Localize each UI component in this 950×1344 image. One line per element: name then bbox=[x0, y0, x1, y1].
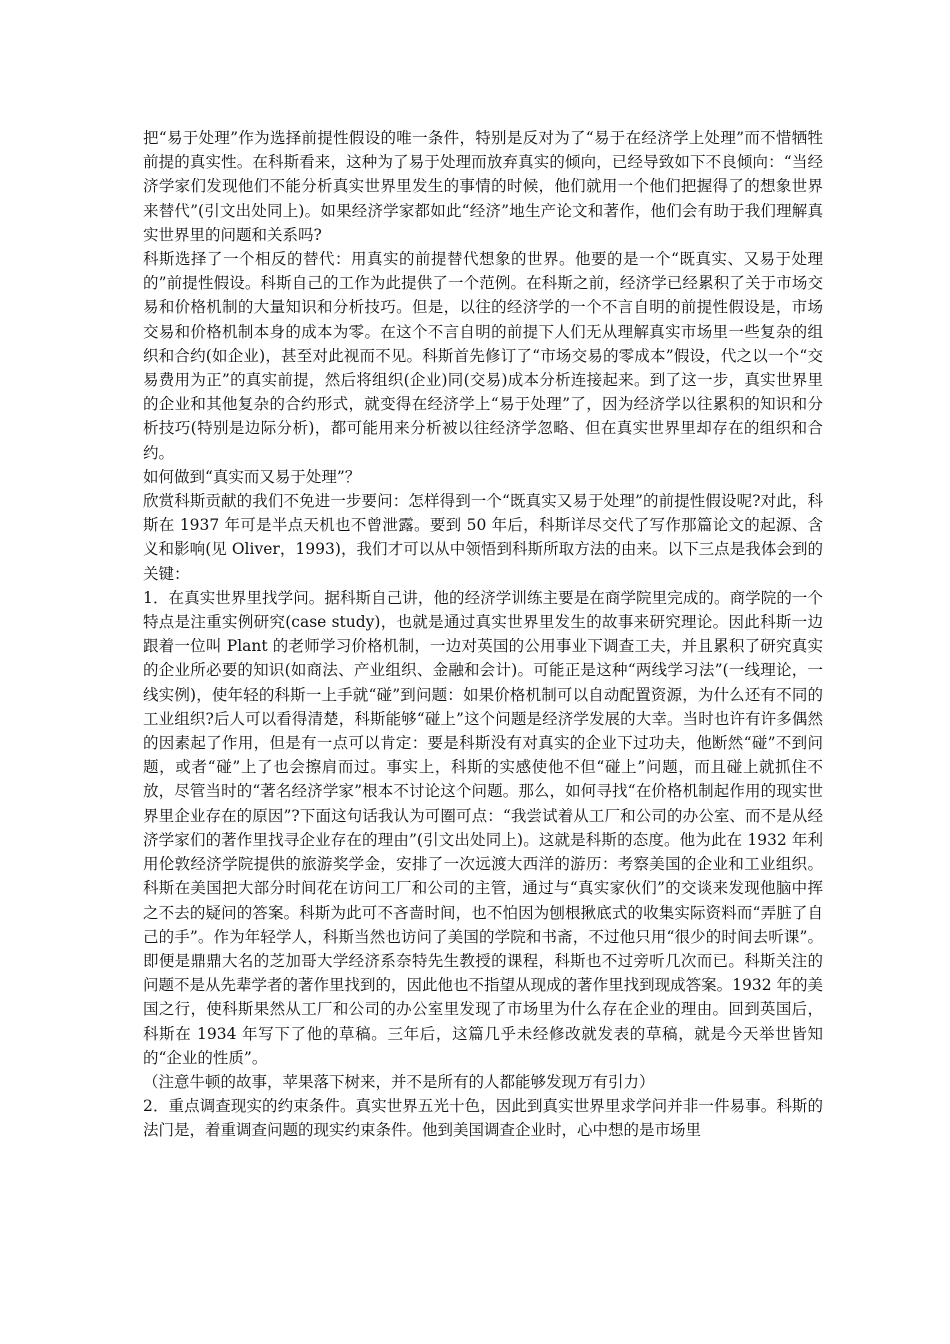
section-heading-real-and-tractable: 如何做到“真实而又易于处理”？ bbox=[143, 467, 361, 486]
paragraph-coase-alternative: 科斯选择了一个相反的替代：用真实的前提替代想象的世界。他要的是一个“既真实、又易于处理的”前提性假设。科斯自己的工作为此提供了一个范例。在科斯之前，经济学已经累积了关于市场交易和价格机制的大量知识和分析技巧。但是，以往的经济学的一个不言自明的前提性假设是，市场交易和价格机制本身的成本为零。在这个不言自明的前提下人们无从理解真实市场里一些复杂的组织和合约(如企业)，甚至对此视而不见。科斯首先修订了“市场交易的零成本”假设，代之以一个“交易费用为正”的真实前提，然后将组织(企业)同(交易)成本分析连接起来。到了这一步，真实世界里的企业和其他复杂的合约形式，就变得在经济学上“易于处理”了，因为经济学以往累积的知识和分析技巧(特别是边际分析)，都可能用来分析被以往经济学忽略、但在真实世界里却存在的组织和合约。 bbox=[143, 250, 823, 462]
paragraph-newton-note: （注意牛顿的故事，苹果落下树来，并不是所有的人都能够发现万有引力） bbox=[143, 1072, 655, 1091]
paragraph-point-2: 2．重点调查现实的约束条件。真实世界五光十色，因此到真实世界里求学问并非一件易事。科斯的法门是，着重调查问题的现实约束条件。他到美国调查企业时，心中想的是市场里 bbox=[143, 1097, 823, 1140]
paragraph-tractability: 把“易于处理”作为选择前提性假设的唯一条件，特别是反对为了“易于在经济学上处理”而不惜牺牲前提的真实性。在科斯看来，这种为了易于处理而放弃真实的倾向，已经导致如下不良倾向：“当经济学家们发现他们不能分析真实世界里发生的事情的时候，他们就用一个他们把握得了的想象世界来替代”(引文出处同上)。如果经济学家都如此“经济”地生产论文和著作，他们会有助于我们理解真实世界里的问题和关系吗? bbox=[143, 129, 823, 244]
paragraph-point-1: 1．在真实世界里找学问。据科斯自己讲，他的经济学训练主要是在商学院里完成的。商学院的一个特点是注重实例研究(case study)，也就是通过真实世界里发生的故事来研究理论。因此科斯一边跟着一位叫 Plant 的老师学习价格机制，一边对英国的公用事业下调查工夫，并且累积了研究真实的企业所必要的知识(如商法、产业组织、金融和会计)。可能正是这种“两线学习法”(一线理论，一线实例)，使年轻的科斯一上手就“碰”到问题：如果价格机制可以自动配置资源，为什么还有不同的工业组织?后人可以看得清楚，科斯能够“碰上”这个问题是经济学发展的大幸。当时也许有许多偶然的因素起了作用，但是有一点可以肯定：要是科斯没有对真实的企业下过功夫，他断然“碰”不到问题，或者“碰”上了也会擦肩而过。事实上，科斯的实感使他不但“碰上”问题，而且碰上就抓住不放，尽管当时的“著名经济学家”根本不讨论这个问题。那么，如何寻找“在价格机制起作用的现实世界里企业存在的原因”?下面这句话我认为可圈可点：“我尝试着从工厂和公司的办公室、而不是从经济学家们的著作里找寻企业存在的理由”(引文出处同上)。这就是科斯的态度。他为此在 1932 年利用伦敦经济学院提供的旅游奖学金，安排了一次远渡大西洋的游历：考察美国的企业和工业组织。科斯在美国把大部分时间花在访问工厂和公司的主管，通过与“真实家伙们”的交谈来发现他脑中挥之不去的疑问的答案。科斯为此可不吝啬时间，也不怕因为刨根揪底式的收集实际资料而“弄脏了自己的手”。作为年轻学人，科斯当然也访问了美国的学院和书斋，不过他只用“很少的时间去听课”。即便是鼎鼎大名的芝加哥大学经济系奈特先生教授的课程，科斯也不过旁听几次而已。科斯关注的问题不是从先辈学者的著作里找到的，因此他也不指望从现成的著作里找到现成答案。1932 年的美国之行，使科斯果然从工厂和公司的办公室里发现了市场里为什么存在企业的理由。回到英国后，科斯在 1934 年写下了他的草稿。三年后，这篇几乎未经修改就发表的草稿，就是今天举世皆知的“企业的性质”。 bbox=[143, 588, 823, 1067]
document-page bbox=[143, 126, 823, 1143]
paragraph-key-points-intro: 欣赏科斯贡献的我们不免进一步要问：怎样得到一个“既真实又易于处理”的前提性假设呢?对此，科斯在 1937 年可是半点天机也不曾泄露。要到 50 年后，科斯详尽交代了写作那篇论文的起源、含义和影响(见 Oliver，1993)，我们才可以从中领悟到科斯所取方法的由来。以下三点是我体会到的关键： bbox=[143, 492, 823, 583]
